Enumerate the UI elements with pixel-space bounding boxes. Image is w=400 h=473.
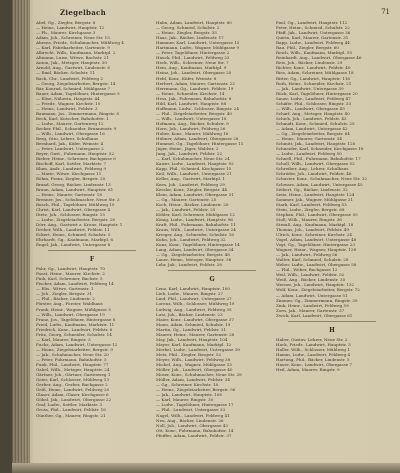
directory-entry: Jäger, Heinr., Jäger, Waldstr. 2 — [156, 146, 219, 152]
directory-entry: Hübner, Adam, Landwirt, Obergasse 28 — [156, 136, 239, 142]
directory-entry: — Gg., Ziegeleiarbeiter, Bergstr. 48 — [156, 252, 230, 258]
directory-entry: Gärtner, Joh., Gärtner, Gartenweg 1 — [36, 372, 111, 378]
book-page — [12, 0, 400, 473]
directory-entry: Peter, Heinr., Schmied, Schulstr. 22 — [276, 25, 350, 31]
directory-entry: Rück, Karl, Tagelöhner, Hintergasse 20 — [276, 90, 358, 96]
directory-entry: Gabel, Wilh., Metzger, Hauptstr. 24 — [36, 367, 110, 373]
directory-entry: Maier, Konr., Landwirt, Obergasse 37 — [156, 316, 234, 322]
directory-entry: Koch, Heinr., Bäcker, Lindenstr. 20 — [156, 201, 229, 207]
directory-entry: Brand, Georg, Bäcker, Lindenstr. 13 — [36, 181, 111, 187]
directory-entry: — Heinr., Maurer, Gartenstr. 18 — [36, 191, 102, 197]
directory-entry: Hofmann, Aug., Bäcker, Schulstr. 9 — [156, 120, 229, 126]
page-number: 71 — [381, 8, 390, 16]
directory-entry: Dreher, Wilh., Landwirt, Feldstr. 11 — [36, 226, 110, 232]
directory-entry: Heinz, Joh., Landwirt, Obergasse 25 — [156, 70, 232, 76]
directory-entry: Strauß, Aug., Kaufmann, Marktpl. 18 — [276, 221, 354, 227]
directory-entry: Metz, Phil., Ziegler, Bergstr. 52 — [156, 351, 222, 357]
directory-entry: Frank, Heinr., Wagner, Mühlgasse 3 — [36, 306, 111, 312]
directory-entry: Hack, Friedr., Landwirt, Hauptstr. 3 — [276, 341, 351, 347]
directory-entry: Schick, Joh., Landwirt, Feldstr. 43 — [276, 115, 347, 121]
directory-entry: Lutz, Joh., Bäcker, Lindenstr. 23 — [156, 311, 223, 317]
directory-entry: Lehr, Jak., Landwirt, Feldstr. 28 — [156, 262, 222, 268]
directory-entry: — Jak., Landwirt, Untergasse 39 — [276, 85, 344, 91]
directory-entry: Sommer, Jak., Wagner, Mühlgasse 21 — [276, 196, 354, 202]
directory-entry: Richter, Konr., Landwirt, Feldstr. 40 — [276, 65, 351, 71]
directory-entry: — Karl, Schuhmacher, Neue Str. 24 — [156, 156, 230, 162]
directory-entry: Pfeiffer, Adam, Landwirt, Feldstr. 37 — [156, 432, 232, 438]
directory-entry: Kuhn, Joh., Landwirt, Feldweg 32 — [156, 237, 226, 243]
directory-entry: Vogt, Gg., Tagelöhner, Hintergasse 23 — [276, 242, 355, 248]
directory-entry: Fritz, Georg, Schneider, Schulstr. 14 — [36, 331, 112, 337]
directory-entry: Lorenz, Wilh., Schlosser, Mühlweg 19 — [156, 301, 235, 307]
directory-entry: — Adam, Landwirt, Untergasse 42 — [276, 125, 348, 131]
directory-entry: Geiß, Heinr., Landwirt, Feldweg 20 — [36, 387, 110, 393]
directory-entry: Kunz, Konr., Tagelöhner, Hintergasse 14 — [156, 242, 240, 248]
directory-entry: May, Jak., Landwirt, Hauptstr. 104 — [156, 336, 228, 342]
directory-entry: Schmitt, Jak., Landwirt, Hauptstr. 120 — [276, 141, 356, 147]
directory-entry: Schreiber, Aug., Lehrer, Schulhaus — [276, 166, 349, 172]
directory-entry: Lenz, Karl, Landwirt, Hauptstr. 100 — [156, 286, 230, 292]
directory-entry: Anton, Jak., Metzger, Hauptstr. 30 — [36, 60, 107, 66]
directory-entry: Hauck, Phil., Landwirt, Feldweg 23 — [156, 55, 230, 61]
section-letter: H — [329, 326, 335, 334]
directory-entry: Schuster, Konr., Schuhmacher, Neue Str. 32 — [276, 176, 368, 182]
directory-entry: Böhm, Franz, Ziegler, Bergstr. 20 — [36, 176, 106, 182]
directory-entry: — Karl, Maurer, Ringstr. 3 — [36, 336, 91, 342]
directory-entry: Thomas, Joh., Landwirt, Feldstr. 49 — [276, 226, 349, 232]
directory-entry: — Jak., Landwirt, Feldstr. 25 — [156, 206, 216, 212]
directory-entry: Stephan, Phil., Landwirt, Obergasse 55 — [276, 211, 358, 217]
directory-entry: Brenner, Jos., Schuhmacher, Neue Str. 3 — [36, 196, 120, 202]
directory-entry: Hauer, Konr., Landwirt, Obergasse 7 — [276, 362, 353, 368]
directory-entry: Lauer, Heinr., Metzger, Hauptstr. 36 — [156, 257, 232, 263]
section-letter: F — [89, 256, 95, 264]
directory-entry: — Phil., Weber, Bachgasse 12 — [276, 267, 338, 273]
section-rule — [48, 250, 136, 251]
directory-entry: Sauer, Ludw., Landwirt, Feldweg 47 — [276, 95, 351, 101]
directory-entry: Hummel, Gg., Tagelöhner, Hintergasse 11 — [156, 141, 244, 147]
directory-entry: Herbert, Adam, Maurer, Gartenstr. 22 — [156, 80, 235, 86]
directory-entry: Albrecht, Wilh., Kaufmann, Marktpl. 2 — [36, 50, 116, 56]
directory-entry: Fried, Ludw., Kaufmann, Marktstr. 11 — [36, 321, 115, 327]
directory-entry: Bernhard, Jak., Küfer, Weinstr. 4 — [36, 141, 104, 147]
directory-entry: Quirin, Karl, Maurer, Gartenstr. 31 — [276, 35, 349, 41]
directory-entry: Engel, Jak., Landwirt, Untergasse 8 — [36, 242, 111, 248]
directory-entry: Wolf, Konr., Ziegeleiarbeiter, Bergstr. 72 — [276, 287, 360, 293]
directory-entry: — Karl, Fabrikarbeiter, Gartenstr. 9 — [36, 45, 110, 51]
directory-entry: Michel, Aug., Wagner, Mühlgasse 15 — [156, 362, 232, 368]
directory-entry: Hoffmann, Ludw., Schlosser, Ringstr. 24 — [156, 105, 239, 111]
directory-entry: Adam, Joh., Schreiner, Neue Str. 15 — [36, 35, 110, 41]
directory-entry: — Wilh., Landwirt, Obergasse 19 — [36, 311, 105, 317]
directory-entry: Möller, Joh., Landwirt, Obergasse 40 — [156, 367, 233, 373]
page-header: Ziegelbach — [60, 8, 107, 17]
directory-entry: Hein, Aug., Kaufmann, Marktpl. 9 — [156, 65, 227, 71]
directory-entry: — Heinr., Landwirt, Feldstr. 3 — [36, 105, 98, 111]
directory-entry: Lieb, Ludw., Maurer, Ringstr. 27 — [156, 291, 224, 297]
directory-entry: — Phil., Bäcker, Lindenstr. 2 — [36, 296, 95, 302]
directory-entry: Bischoff, Karl, Sattler, Marktstr. 7 — [36, 161, 107, 167]
section-letter: G — [209, 276, 215, 284]
book-bottom-edge — [12, 463, 400, 473]
directory-entry: — Ludw., Tagelöhner, Hintergasse 17 — [156, 402, 234, 408]
directory-entry: — Heinr., Ziegeleiarbeiter, Bergstr. 9 — [36, 346, 113, 352]
section-rule — [288, 321, 376, 322]
directory-entry: Zorn, Jak., Maurer, Gartenstr. 37 — [276, 307, 345, 313]
directory-entry: Roth, Heinr., Schneider, Kirchstr. 21 — [276, 80, 352, 86]
directory-entry: — Karl, Maurer, Ringstr. 30 — [156, 397, 214, 403]
directory-entry: Paul, Gg., Landwirt, Hauptstr. 112 — [276, 20, 348, 25]
directory-entry: Held, Konr., Küfer, Weinstr. 8 — [156, 75, 217, 81]
directory-entry: Lang, Adam, Landwirt, Obergasse 34 — [156, 247, 234, 253]
directory-entry: — Heinr., Schneider, Kirchstr. 14 — [156, 90, 225, 96]
directory-entry: — Elis., Witwe, Gartenstr. 1 — [36, 286, 94, 292]
directory-entry: Kapp, Phil., Schmied, Kirchgasse 15 — [156, 166, 232, 172]
directory-entry: Müller, Adam, Landwirt, Feldstr. 34 — [156, 377, 230, 383]
directory-entry: Friedrich, Konr., Landwirt, Feldstr. 6 — [36, 326, 113, 332]
directory-entry: Scharf, Aug., Metzger, Hauptstr. 40 — [276, 110, 350, 116]
directory-entry: Seitz, Heinr., Landwirt, Hauptstr. 124 — [276, 191, 355, 197]
directory-entry: Berg, Otto, Lehrer, Schulhaus — [36, 136, 99, 142]
directory-entry: — Marie, Witwe, Kirchgasse 11 — [36, 171, 102, 177]
directory-entry: — Heinr., Maurer, Gartenstr. 34 — [276, 136, 342, 142]
directory-entry: Funk, Phil., Landwirt, Hauptstr. 77 — [36, 362, 109, 368]
directory-entry: Eckert, Heinr., Schmied, Schulstr. 5 — [36, 231, 111, 237]
directory-entry: Noll, Joh., Landwirt, Obergasse 43 — [156, 422, 228, 428]
directory-entry: Schäfer, Phil., Schlosser, Ringstr. 33 — [276, 100, 352, 106]
directory-entry: Förster, Aug., Förster, Waldhaus — [36, 301, 103, 307]
directory-entry: Franz, Jos., Tagelöhner, Hintergasse 8 — [36, 316, 116, 322]
directory-entry: Weiß, Aug., Bäcker, Lindenstr. 35 — [276, 277, 346, 283]
page-content — [36, 6, 394, 461]
directory-entry: — Gg., Maurer, Gartenstr. 25 — [156, 196, 217, 202]
directory-entry: — Georg, Schmied, Schulstr. 2 — [156, 25, 220, 31]
directory-entry: Dörr, Aug., Gastwirt z. Krone, Hauptstr. 1 — [36, 221, 123, 227]
directory-entry: Zimmer, Gg., Zimmermann, Ringstr. 39 — [276, 297, 358, 303]
directory-entry: Schnell, Phil., Fuhrmann, Bahnhofstr. 17 — [276, 156, 361, 162]
directory-entry: Kaiser, Ludw., Landwirt, Hauptstr. 92 — [156, 161, 234, 167]
directory-entry: Becker, Phil., Schneider, Brunnenstr. 9 — [36, 125, 117, 131]
directory-entry: Ahrens, Friedr., Schuhmacher, Mühlweg 4 — [36, 40, 124, 46]
directory-entry: Nagel, Wilh., Landwirt, Feldweg 41 — [156, 412, 230, 418]
directory-entry: Martin, Gg., Landwirt, Feldstr. 31 — [156, 326, 227, 332]
directory-entry: König, Ludw., Landwirt, Hauptstr. 96 — [156, 216, 233, 222]
directory-entry: — Phil., Landwirt, Untergasse 33 — [156, 407, 226, 413]
directory-entry: Hahn, Adam, Landwirt, Hauptstr. 80 — [156, 20, 232, 25]
directory-entry: — Ph., Maurer, Kirchgasse 3 — [36, 30, 96, 36]
directory-entry: Arnold, Aug., Gastwirt, Lindenstr. 6 — [36, 65, 110, 71]
directory-entry: Weil, Wilh., Landwirt, Feldstr. 52 — [276, 272, 345, 278]
column-3 — [276, 20, 388, 455]
directory-entry: Merkel, Ludw., Landwirt, Untergasse 30 — [156, 346, 241, 352]
directory-entry: Stoll, Wilh., Maurer, Ringstr. 36 — [276, 216, 342, 222]
directory-entry: Stark, Karl, Landwirt, Feldweg 53 — [276, 201, 347, 207]
directory-entry: Bauer, Adam, Tagelöhner, Hintergasse 5 — [36, 90, 120, 96]
directory-entry: Fuchs, Adam, Landwirt, Untergasse 12 — [36, 341, 118, 347]
directory-entry: Wagner, Heinr., Wagner, Hauptstr. 128 — [276, 247, 357, 253]
directory-entry: Hess, Jak., Fuhrmann, Bahnhofstr. 8 — [156, 95, 232, 101]
directory-entry: Köhler, Karl, Schreiner, Mühlgasse 12 — [156, 211, 235, 217]
directory-entry: Abel, Gg., Ziegler, Bergstr. 8 — [36, 20, 96, 25]
directory-entry: Hammer, Karl, Landwirt, Untergasse 15 — [156, 40, 240, 46]
directory-entry: Krieger, Aug., Schneider, Schulstr. 16 — [156, 231, 235, 237]
directory-entry: Hamm, Ludw., Landwirt, Feldweg 4 — [276, 351, 351, 357]
directory-entry: Ries, Adam, Schreiner, Mühlgasse 18 — [276, 70, 354, 76]
directory-entry: Göbel, Jak., Landwirt, Obergasse 22 — [36, 397, 112, 403]
directory-entry: Glaser, Adam, Glaser, Kirchgasse 6 — [36, 392, 109, 398]
directory-entry: Seibert, Gg., Bäcker, Lindenstr. 32 — [276, 186, 348, 192]
directory-entry: Lind, Phil., Landwirt, Untergasse 27 — [156, 296, 232, 302]
directory-entry: — Jak., Schuhmacher, Neue Str. 20 — [36, 351, 109, 357]
directory-entry: Maurer, Heinr., Maurer, Gartenstr. 28 — [156, 331, 235, 337]
directory-entry: Rapp, Ludw., Landwirt, Feldweg 44 — [276, 40, 350, 46]
directory-entry: — Wilh., Landwirt, Obergasse 16 — [36, 131, 105, 137]
directory-entry: — Friedr., Wagner, Kirchstr. 10 — [36, 100, 101, 106]
directory-entry: Klein, Adam, Landwirt, Obergasse 31 — [156, 191, 234, 197]
directory-entry: Ott, Konr., Fuhrmann, Bahnhofstr. 14 — [156, 427, 234, 433]
directory-entry: — Heinr., Landwirt, Hauptstr. 12 — [36, 25, 105, 31]
directory-entry: Scholl, Wilh., Landwirt, Obergasse 52 — [276, 161, 355, 167]
directory-entry: Meyer, Wilh., Landwirt, Feldweg 38 — [156, 357, 231, 362]
directory-entry: Hartung, Phil., Bäcker, Lindenstr. 5 — [276, 357, 350, 362]
directory-entry: — Emil, Bäcker, Schulstr. 11 — [36, 70, 95, 76]
directory-entry: — Ludw., Landwirt, Feldweg 50 — [276, 151, 342, 157]
directory-entry: Hartmann, Ludw., Wagner, Mühlgasse 9 — [156, 45, 240, 51]
directory-entry: Beck, Karl, Kutscher, Bahnhofstr. 1 — [36, 115, 109, 121]
directory-entry: Pfaff, Jak., Landwirt, Untergasse 36 — [276, 30, 351, 36]
directory-entry: — Heinr., Ziegeleiarbeiter, Bergstr. 56 — [156, 387, 236, 393]
directory-entry: — Peter, Landwirt, Untergasse 2 — [36, 146, 104, 152]
directory-entry: — Phil., Ziegeleiarbeiter, Bergstr. 40 — [156, 110, 232, 116]
directory-entry: Mann, Adam, Schmied, Schulstr. 19 — [156, 321, 231, 327]
directory-entry: Haber, Gustav, Lehrer, Neue Str. 2 — [276, 336, 348, 342]
directory-entry: Fischer, Adam, Landwirt, Feldweg 14 — [36, 281, 114, 287]
section-rule — [168, 270, 256, 271]
directory-entry: Gross, Phil., Landwirt, Feldstr. 16 — [36, 407, 106, 413]
directory-entry: Kern, Joh., Landwirt, Feldweg 29 — [156, 181, 225, 187]
directory-entry: — Ludw., Ziegeleiarbeiter, Bergstr. 26 — [36, 216, 115, 222]
column-1 — [36, 20, 148, 455]
directory-entry: — Heinr., Ziegler, Bergstr. 35 — [156, 30, 217, 36]
directory-entry: — Peter, Tagelöhner, Hintergasse 2 — [156, 50, 230, 56]
directory-entry: — Wilh., Landwirt, Untergasse 18 — [156, 115, 227, 121]
page-edges — [12, 0, 30, 473]
directory-entry: Ludwig, Aug., Landwirt, Feldweg 35 — [156, 306, 232, 312]
directory-entry: Faust, Heinr., Maurer, Kirchstr. 2 — [36, 271, 105, 277]
directory-entry: Schröder, Joh., Landwirt, Feldstr. 46 — [276, 171, 352, 177]
directory-entry: — Gg., Ziegeleiarbeiter, Bergstr. 64 — [276, 131, 350, 137]
directory-entry: — Gg., Schreiner, Kirchstr. 18 — [156, 382, 219, 388]
directory-entry: Beyer, Gust., Fuhrmann, Hauptstr. 52 — [36, 151, 115, 157]
directory-entry: Haas, Jak., Bäcker, Lindenstr. 17 — [156, 35, 224, 41]
directory-entry: — Peter, Fuhrmann, Bahnhofstr. 5 — [36, 357, 107, 362]
directory-entry: Neu, Aug., Bäcker, Lindenstr. 26 — [156, 417, 224, 423]
directory-entry: Walter, Karl, Schmied, Schulstr. 28 — [276, 257, 349, 263]
directory-entry: — Georg, Ziegeleiarbeiter, Bergstr. 14 — [36, 80, 116, 86]
directory-entry: Baumann, Jos., Zimmermann, Ringstr. 8 — [36, 110, 119, 116]
directory-entry: Huber, Konr., Maurer, Mühlweg 16 — [156, 131, 229, 137]
directory-entry: — Elise, Näherin, Hauptstr. 44 — [36, 95, 100, 101]
directory-entry: Christ, Karl, Landwirt, Obergasse 4 — [36, 206, 111, 212]
directory-entry: Stein, Ludw., Ziegler, Bergstr. 68 — [276, 206, 345, 212]
directory-entry: Reis, Joh., Bäcker, Lindenstr. 29 — [276, 60, 343, 66]
directory-entry: Horn, Joh., Landwirt, Feldweg 26 — [156, 125, 226, 131]
directory-entry: Bär, Konrad, Schmied, Mühlgasse 7 — [36, 85, 111, 91]
directory-entry: Moser, Konr., Schuhmacher, Neue Str. 28 — [156, 372, 242, 378]
directory-entry: Schneider, Karl, Schneider, Kirchgasse 18 — [276, 146, 364, 152]
directory-entry: Günther, Gg., Maurer, Ringstr. 21 — [36, 412, 106, 418]
directory-entry: Schwarz, Adam, Landwirt, Untergasse 45 — [276, 181, 363, 187]
directory-entry: Schmidt, Konr., Schmied, Schulstr. 25 — [276, 120, 355, 126]
directory-entry: — Wilh., Landwirt, Obergasse 49 — [276, 105, 345, 111]
directory-entry: Gerber, Aug., Gerber, Bachgasse 2 — [36, 382, 108, 388]
directory-entry: Keller, Aug., Gastwirt, Marktpl. 1 — [156, 176, 225, 182]
directory-entry: — Adam, Landwirt, Untergasse 51 — [276, 292, 348, 298]
directory-entry: Vogel, Adam, Landwirt, Untergasse 48 — [276, 237, 357, 243]
directory-entry: — Joh., Ziegler, Bergstr. 31 — [36, 291, 93, 297]
directory-entry: Heil, Adam, Maurer, Ringstr. 9 — [276, 367, 340, 373]
directory-entry: — Jak., Landwirt, Feldweg 56 — [276, 252, 338, 258]
directory-entry: Jung, Jak., Landwirt, Feldstr. 22 — [156, 151, 223, 157]
directory-entry: Werner, Joh., Landwirt, Hauptstr. 132 — [276, 282, 355, 288]
directory-entry: Ehrhardt, Gg., Kaufmann, Marktpl. 6 — [36, 237, 113, 243]
directory-entry: Kraus, Wilh., Landwirt, Untergasse 24 — [156, 226, 236, 232]
directory-entry: Hild, Karl, Landwirt, Hauptstr. 88 — [156, 100, 227, 106]
directory-entry: Mayer, Karl, Kaufmann, Marktpl. 12 — [156, 341, 232, 347]
directory-entry: Kraft, Phil., Fuhrmann, Bahnhofstr. 11 — [156, 221, 236, 227]
directory-entry: Kessler, Konr., Ziegler, Bergstr. 44 — [156, 186, 227, 192]
directory-entry: Keil, Wilh., Landwirt, Untergasse 21 — [156, 171, 232, 177]
directory-entry: Herrmann, Gg., Landwirt, Feldstr. 19 — [156, 85, 234, 91]
column-2 — [156, 20, 268, 455]
directory-entry: Altmann, Luise, Witwe, Bachstr. 21 — [36, 55, 109, 61]
directory-entry: Reinhardt, Aug., Landwirt, Obergasse 46 — [276, 55, 362, 61]
directory-entry: — Ludw., Maurer, Gartenweg 12 — [36, 120, 104, 126]
directory-entry: — Jak., Landwirt, Hauptstr. 108 — [156, 392, 222, 398]
directory-entry: Zink, Heinr., Landwirt, Feldweg 59 — [276, 302, 349, 308]
directory-entry: Bieber, Heinr., Schreiner, Bachgasse 6 — [36, 156, 116, 162]
directory-entry: Geier, Karl, Schlosser, Mühlweg 13 — [36, 377, 109, 383]
directory-entry: Weber, Ludw., Landwirt, Obergasse 58 — [276, 262, 357, 268]
directory-entry: Bach, Chr., Landwirt, Feldweg 2 — [36, 75, 104, 81]
directory-entry: Rau, Phil., Ziegler, Bergstr. 60 — [276, 45, 339, 51]
directory-entry: Haller, Wilh., Schlosser, Mühlweg 1 — [276, 346, 350, 352]
directory-entry: Reich, Wilh., Kaufmann, Marktpl. 15 — [276, 50, 352, 56]
directory-entry: Dietz, Joh., Schlosser, Ringstr. 15 — [36, 211, 106, 217]
directory-entry: Graf, Ludw., Sattler, Marktstr. 3 — [36, 402, 103, 408]
directory-entry: Fink, Karl, Schreiner, Bachstr. 5 — [36, 276, 103, 282]
directory-entry: Ritter, Gg., Landwirt, Hauptstr. 116 — [276, 75, 351, 81]
directory-entry: Zwick, Karl, Landwirt, Obergasse 61 — [276, 312, 353, 318]
directory-entry: Blum, Andr., Landwirt, Feldweg 9 — [36, 166, 106, 172]
directory-entry: Fahr, Gg., Landwirt, Hauptstr. 70 — [36, 266, 105, 272]
directory-entry: Heck, Wilh., Schreiner, Neue Str. 7 — [156, 60, 229, 66]
directory-entry: Braun, Adam, Landwirt, Hauptstr. 61 — [36, 186, 114, 192]
directory-entry: Busch, Phil., Tagelöhner, Mühlweg 10 — [36, 201, 115, 207]
directory-entry: Ulrich, Konr., Schreiner, Kirchstr. 24 — [276, 231, 352, 237]
